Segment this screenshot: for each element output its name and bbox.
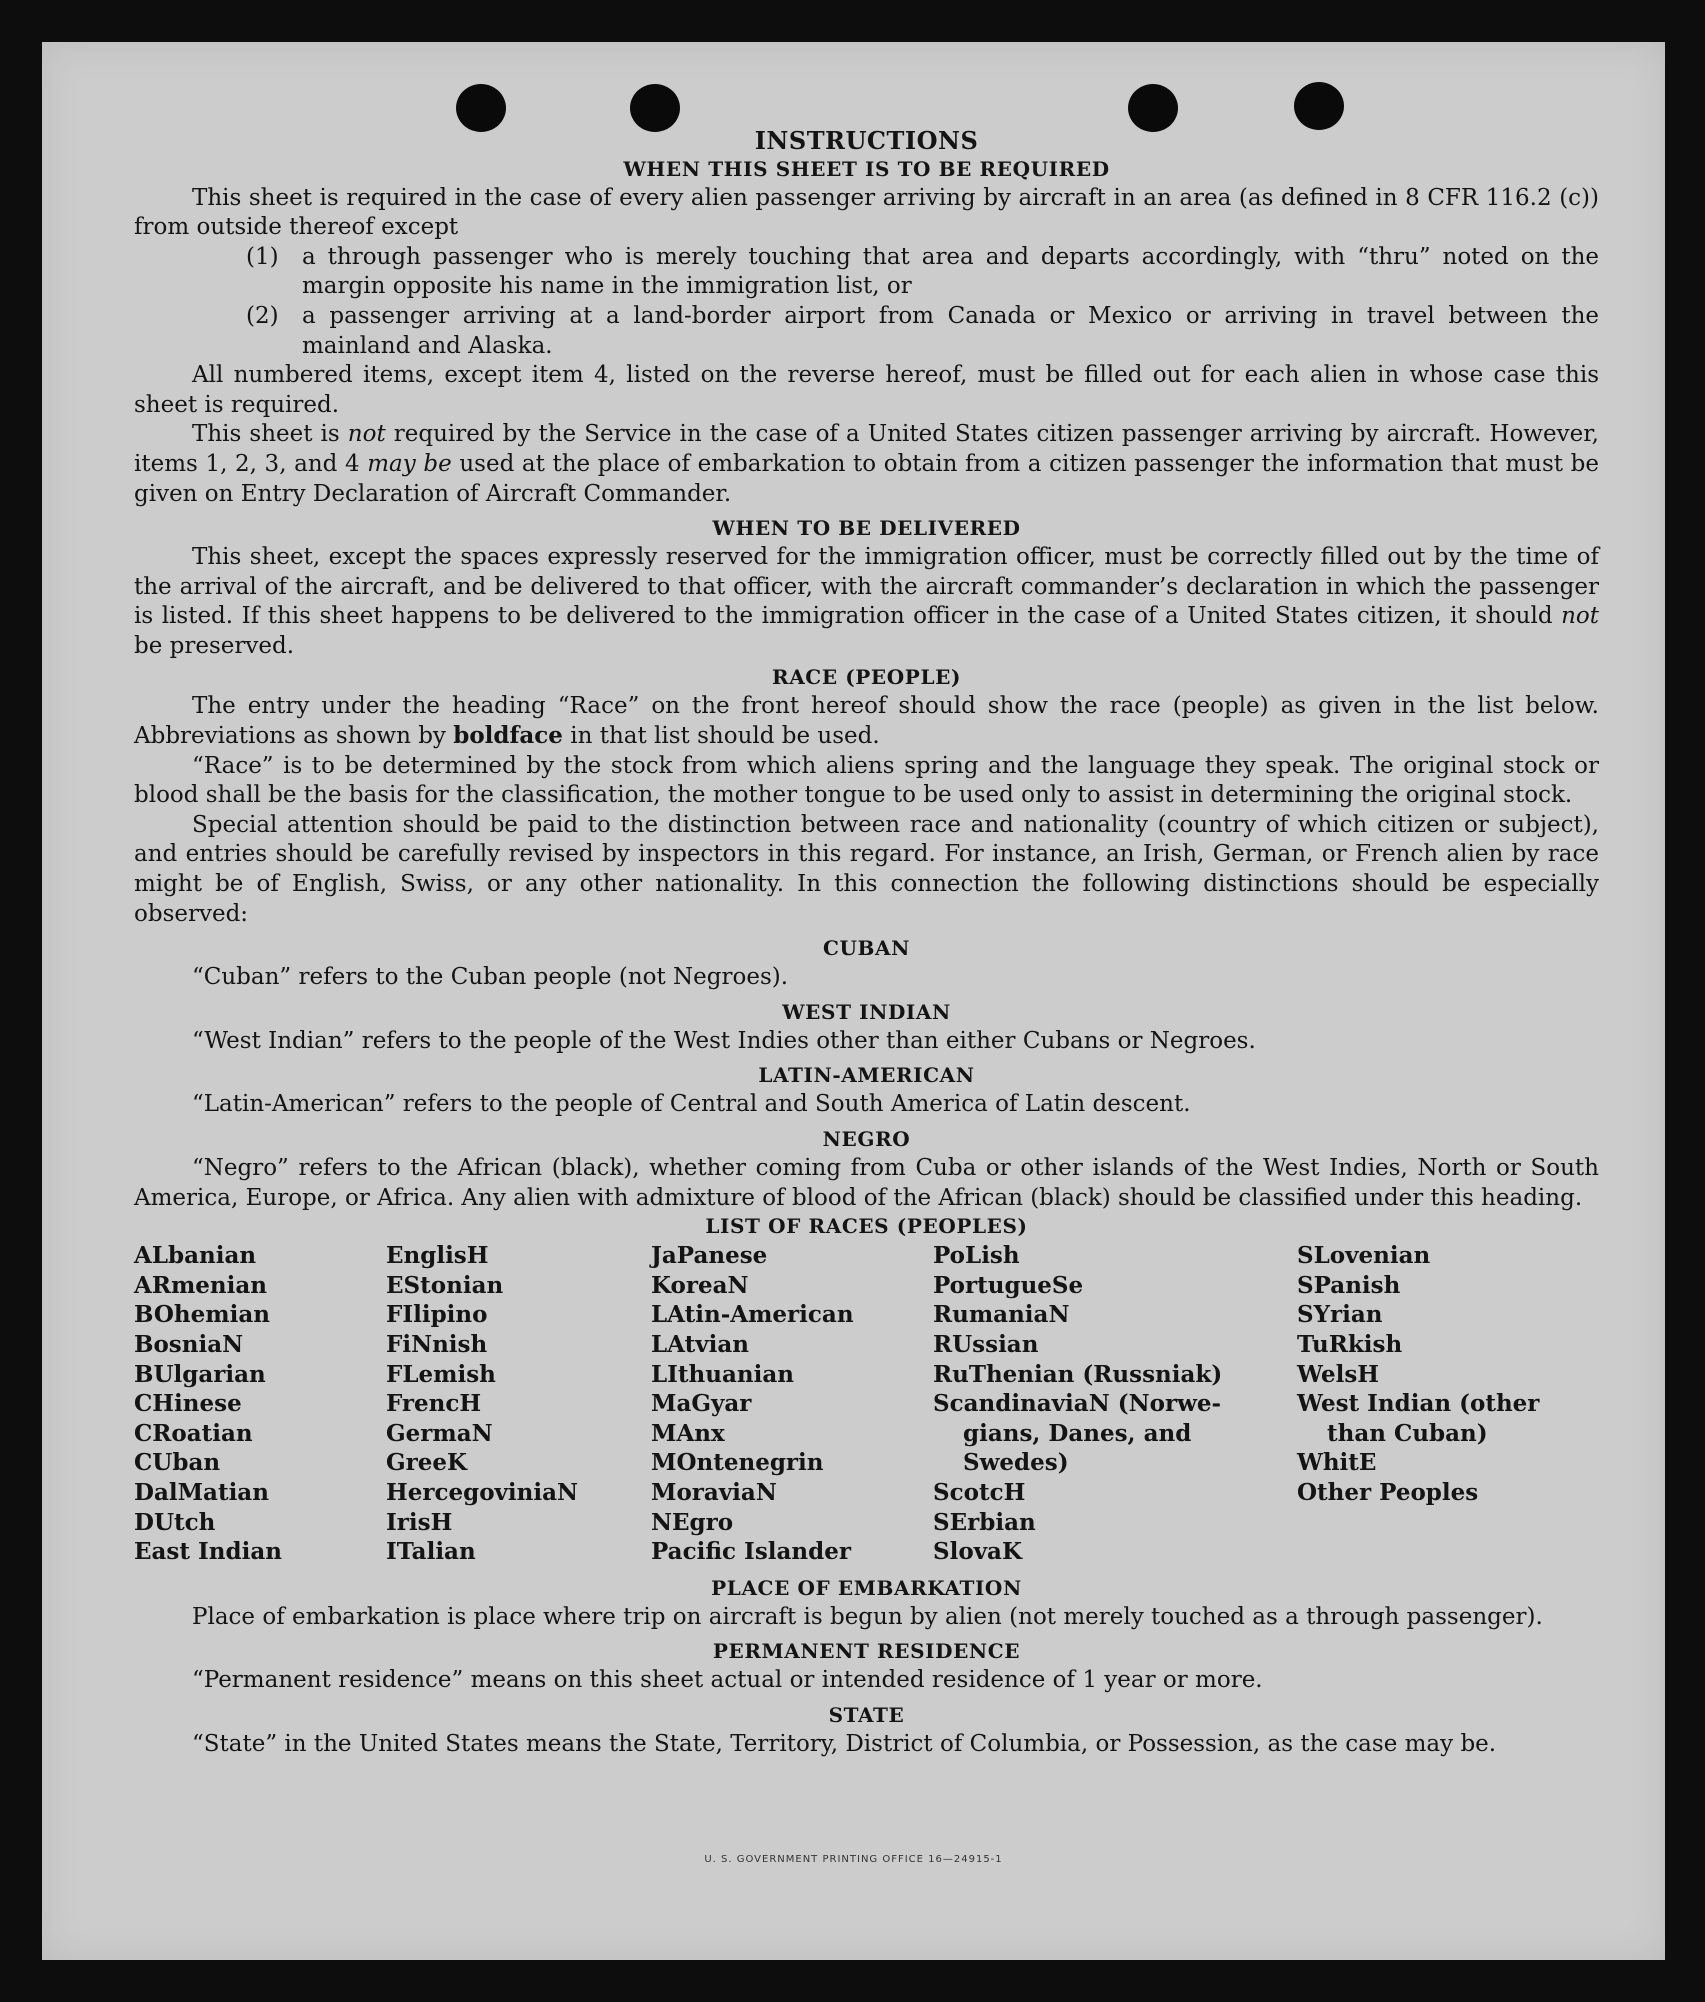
italic-text: not xyxy=(1561,603,1599,630)
race-list-item: LAtvian xyxy=(651,1331,749,1358)
race-list-item: than Cuban) xyxy=(1327,1419,1488,1447)
section-heading-list-of-races: LIST OF RACES (PEOPLES) xyxy=(705,1214,1028,1239)
race-list-item: EStonian xyxy=(386,1271,504,1299)
item-text: a passenger arriving at a land-border airport from Canada or Mexico or arriving in travel between the mainland and Alaska. xyxy=(302,302,1599,359)
race-list-item: East Indian xyxy=(134,1538,282,1566)
race-list-item: FrencH xyxy=(386,1390,482,1418)
text-run: required by the Service in the case of a United States citizen passenger arriving by aircraft. However, items 1, 2, 3, and 4 xyxy=(134,421,1599,477)
race-list-item: DUtch xyxy=(134,1508,216,1536)
race-list-item: GermaN xyxy=(386,1419,493,1447)
document-sheet xyxy=(42,42,1665,1960)
paragraph: Special attention should be paid to the distinction between race and nationality (country of which citizen or subject), and entries should be carefully revised by inspectors in this regard. For instance, an Irish, German, or French alien by race might be of English, Swiss, or any other nationality. In this connection the following distinctions should be especially observed: xyxy=(134,811,1599,927)
race-list-item: EnglisH xyxy=(386,1242,489,1270)
race-column-1 xyxy=(134,1241,386,1567)
bold-text: boldface xyxy=(453,722,563,750)
paragraph xyxy=(134,692,1599,752)
race-list-item: MAnx xyxy=(651,1419,725,1447)
race-list-item: RUssian xyxy=(933,1331,1039,1358)
race-list-item: HercegoviniaN xyxy=(386,1478,579,1506)
paragraph xyxy=(134,543,1599,661)
text-run: used at the place of embarkation to obtain from a citizen passenger the information that must be given on Entry Declaration of Aircraft Commander. xyxy=(134,450,1599,507)
race-list-item: SYrian xyxy=(1297,1301,1383,1329)
race-column-2 xyxy=(386,1241,651,1567)
race-list-item: ALbanian xyxy=(134,1242,257,1270)
paragraph: All numbered items, except item 4, listed on the reverse hereof, must be filled out for each alien in whose case this sheet is required. xyxy=(134,362,1599,418)
race-list-item: ScandinaviaN (Norwe- xyxy=(933,1390,1222,1418)
race-list-item: CUban xyxy=(134,1449,221,1477)
section-heading-embarkation: PLACE OF EMBARKATION xyxy=(711,1575,1022,1600)
race-column-5 xyxy=(1297,1241,1597,1567)
text-run: This sheet is xyxy=(192,421,348,448)
paragraph: “State” in the United States means the State, Territory, District of Columbia, or Possession, as the case may be. xyxy=(192,1730,1497,1757)
race-list-item: LIthuanian xyxy=(651,1360,794,1388)
race-list-item: NEgro xyxy=(651,1508,734,1536)
section-heading-west-indian: WEST INDIAN xyxy=(782,999,951,1024)
section-heading-negro: NEGRO xyxy=(822,1127,911,1152)
race-list-item: BosniaN xyxy=(134,1331,244,1358)
race-list-item: CRoatian xyxy=(134,1419,253,1447)
section-heading-race: RACE (PEOPLE) xyxy=(771,664,962,689)
section-heading-delivered: WHEN TO BE DELIVERED xyxy=(712,516,1021,541)
section-heading-residence: PERMANENT RESIDENCE xyxy=(712,1639,1021,1664)
race-list-item: WelsH xyxy=(1297,1360,1380,1388)
race-column-3 xyxy=(651,1241,933,1567)
text-run: This sheet, except the spaces expressly reserved for the immigration officer, must be correctly filled out by the time of the arrival of the aircraft, and be delivered to that officer, with the aircraft commander’s declaration in which the passenger is listed. If this sheet happens to be delivered to the immigration officer in the case of a United States citizen, it should xyxy=(134,544,1599,630)
race-list-item: MoraviaN xyxy=(651,1478,777,1506)
race-list-item: ITalian xyxy=(386,1538,476,1566)
paragraph: This sheet is required in the case of every alien passenger arriving by aircraft in an area (as defined in 8 CFR 116.2 (c)) from outside thereof except xyxy=(134,184,1599,241)
race-list xyxy=(134,1241,1599,1567)
paragraph: “Cuban” refers to the Cuban people (not Negroes). xyxy=(192,964,789,991)
race-list-item: Other Peoples xyxy=(1297,1478,1479,1506)
race-list-item: gians, Danes, and xyxy=(963,1419,1192,1447)
race-list-item: FIlipino xyxy=(386,1301,488,1329)
paragraph xyxy=(134,420,1599,509)
section-heading-latin-american: LATIN-AMERICAN xyxy=(758,1063,975,1088)
race-list-item: JaPanese xyxy=(651,1242,768,1270)
race-list-item: SPanish xyxy=(1297,1271,1401,1299)
paragraph: “Permanent residence” means on this sheet actual or intended residence of 1 year or more. xyxy=(192,1667,1263,1694)
numbered-item xyxy=(246,243,1599,302)
race-list-item: MOntenegrin xyxy=(651,1449,824,1477)
text-run: in that list should be used. xyxy=(562,723,880,750)
item-number: (1) xyxy=(246,243,279,270)
italic-text: may be xyxy=(367,450,452,477)
race-list-item: TuRkish xyxy=(1297,1331,1403,1358)
race-list-item: WhitE xyxy=(1297,1449,1377,1477)
race-list-item: SLovenian xyxy=(1297,1242,1431,1270)
race-list-item: Swedes) xyxy=(963,1449,1069,1477)
race-list-item: DalMatian xyxy=(134,1478,269,1506)
race-list-item: MaGyar xyxy=(651,1390,752,1418)
race-column-4 xyxy=(933,1241,1297,1567)
item-text: a through passenger who is merely touching that area and departs accordingly, with “thru” noted on the margin opposite his name in the immigration list, or xyxy=(302,243,1599,300)
race-list-item: BOhemian xyxy=(134,1301,270,1329)
paragraph: “Race” is to be determined by the stock from which aliens spring and the language they speak. The original stock or blood shall be the basis for the classification, the mother tongue to be used only to assist in determining the original stock. xyxy=(134,752,1599,809)
race-list-item: SErbian xyxy=(933,1508,1036,1536)
text-run: be preserved. xyxy=(134,632,295,659)
race-list-item: GreeK xyxy=(386,1449,468,1477)
race-list-item: SlovaK xyxy=(933,1538,1022,1566)
race-list-item: IrisH xyxy=(386,1508,453,1536)
italic-text: not xyxy=(347,421,386,448)
race-list-item: Pacific Islander xyxy=(651,1538,851,1566)
race-list-item: RuThenian (Russniak) xyxy=(933,1360,1223,1388)
race-list-item: BUlgarian xyxy=(134,1360,266,1388)
paragraph: Place of embarkation is place where trip on aircraft is begun by alien (not merely touched as a through passenger). xyxy=(192,1603,1543,1630)
race-list-item: RumaniaN xyxy=(933,1301,1070,1329)
text-run: The entry under the heading “Race” on the front hereof should show the race (people) as given in the list below. Abbreviations as shown by xyxy=(134,692,1599,750)
paragraph: “West Indian” refers to the people of the West Indies other than either Cubans or Negroes. xyxy=(192,1027,1256,1054)
paragraph: “Latin-American” refers to the people of Central and South America of Latin descent. xyxy=(192,1091,1191,1118)
page-title: INSTRUCTIONS xyxy=(754,126,979,155)
race-list-item: KoreaN xyxy=(651,1271,749,1299)
instructions-body xyxy=(134,122,1599,1760)
race-list-item: PoLish xyxy=(933,1242,1020,1270)
race-list-item: West Indian (other xyxy=(1297,1390,1540,1418)
race-list-item: FLemish xyxy=(386,1360,496,1388)
paragraph: “Negro” refers to the African (black), whether coming from Cuba or other islands of the West Indies, North or South America, Europe, or Africa. Any alien with admixture of blood of the African (black) should be classified under this heading. xyxy=(134,1155,1599,1211)
race-list-item: CHinese xyxy=(134,1390,242,1418)
section-heading-cuban: CUBAN xyxy=(822,936,911,961)
race-list-item: ARmenian xyxy=(134,1271,268,1299)
race-list-item: PortugueSe xyxy=(933,1271,1084,1299)
race-list-item: ScotcH xyxy=(933,1478,1026,1506)
item-number: (2) xyxy=(246,302,279,329)
printer-imprint: U. S. GOVERNMENT PRINTING OFFICE 16—24915-1 xyxy=(704,1854,1003,1865)
section-heading-state: STATE xyxy=(828,1702,905,1727)
race-list-item: LAtin-American xyxy=(651,1301,854,1329)
race-list-item: FiNnish xyxy=(386,1331,488,1358)
section-heading-required: WHEN THIS SHEET IS TO BE REQUIRED xyxy=(623,156,1110,181)
numbered-item xyxy=(246,302,1599,361)
